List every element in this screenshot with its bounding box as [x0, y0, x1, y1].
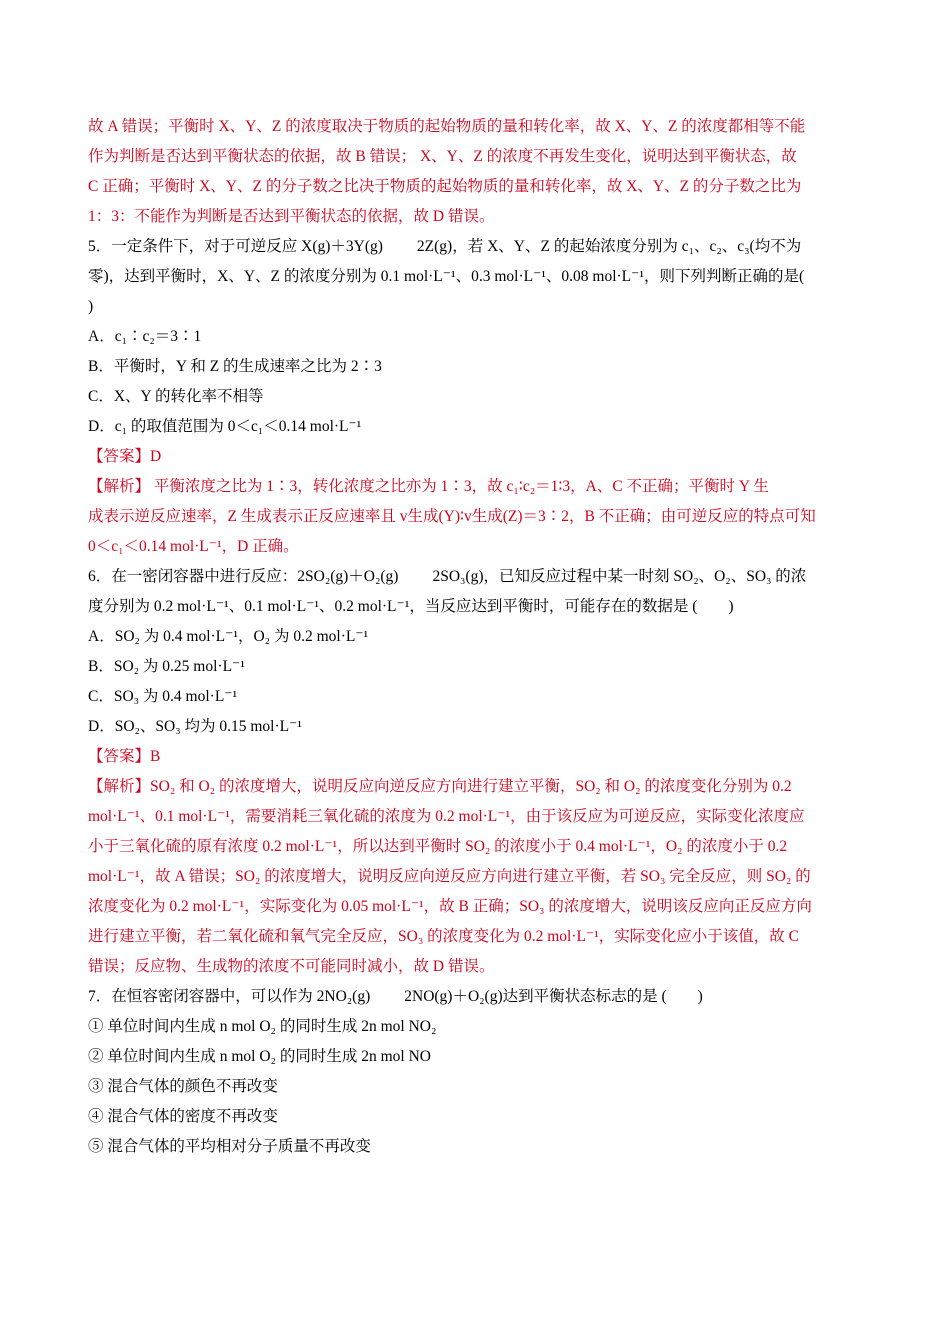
analysis-line: 浓度变化为 0.2 mol·L⁻¹，实际变化为 0.05 mol·L⁻¹，故 B 正确；SO₃ 的浓度增大，说明该反应向正反应方向 [88, 898, 812, 915]
prev-solution-line: 1：3：不能作为判断是否达到平衡状态的依据，故 D 错误。 [88, 208, 495, 225]
answer: 【答案】D [88, 448, 162, 465]
analysis-line: 成表示逆反应速率，Z 生成表示正反应速率且 v生成(Y)∶v生成(Z)＝3∶2，B 不正确；由可逆反应的特点可知 [88, 508, 816, 525]
stem-part: 7．在恒容密闭容器中，可以作为 2NO₂(g) [88, 988, 371, 1005]
document-page [88, 112, 863, 1162]
analysis-line: mol·L⁻¹、0.1 mol·L⁻¹，需要消耗三氧化硫的浓度为 0.2 mol·L⁻¹，由于该反应为可逆反应，实际变化浓度应 [88, 808, 805, 825]
analysis-line: 【解析】SO₂ 和 O₂ 的浓度增大，说明反应向逆反应方向进行建立平衡，SO₂ 和 O₂ 的浓度变化分别为 0.2 [88, 778, 792, 795]
analysis-line: 0＜c₁＜0.14 mol·L⁻¹，D 正确。 [88, 538, 299, 555]
question-stem: 度分别为 0.2 mol·L⁻¹、0.1 mol·L⁻¹、0.2 mol·L⁻¹，当反应达到平衡时，可能存在的数据是 ( ) [88, 598, 734, 615]
statement-item: ③ 混合气体的颜色不再改变 [88, 1078, 278, 1095]
stem-part: 2SO₃(g)，已知反应过程中某一时刻 SO₂、O₂、SO₃ 的浓 [432, 568, 807, 585]
prev-solution-line: 作为判断是否达到平衡状态的依据，故 B 错误； X、Y、Z 的浓度不再发生变化，说明达到平衡状态，故 [88, 148, 797, 165]
analysis-line: 错误；反应物、生成物的浓度不可能同时减小，故 D 错误。 [88, 958, 495, 975]
question-5 [88, 232, 863, 562]
analysis-line: mol·L⁻¹，故 A 错误；SO₂ 的浓度增大，说明反应向逆反应方向进行建立平衡，若 SO₃ 完全反应，则 SO₂ 的 [88, 868, 811, 885]
question-stem [88, 982, 863, 1012]
statement-item: ⑤ 混合气体的平均相对分子质量不再改变 [88, 1138, 371, 1155]
question-6 [88, 562, 863, 982]
prev-solution [88, 112, 863, 232]
option-c: C．SO₃ 为 0.4 mol·L⁻¹ [88, 688, 238, 705]
question-stem [88, 232, 863, 262]
analysis-line: 【解析】 平衡浓度之比为 1∶3，转化浓度之比亦为 1∶3，故 c₁∶c₂＝1∶3，A、C 不正确；平衡时 Y 生 [88, 478, 769, 495]
question-stem [88, 562, 863, 592]
option-c: C．X、Y 的转化率不相等 [88, 388, 264, 405]
stem-part: 2Z(g)，若 X、Y、Z 的起始浓度分别为 c₁、c₂、c₃(均不为 [416, 238, 802, 255]
answer: 【答案】B [88, 748, 161, 765]
analysis-line: 小于三氧化硫的原有浓度 0.2 mol·L⁻¹，所以达到平衡时 SO₂ 的浓度小于 0.4 mol·L⁻¹，O₂ 的浓度小于 0.2 [88, 838, 788, 855]
statement-item: ① 单位时间内生成 n mol O₂ 的同时生成 2n mol NO₂ [88, 1018, 437, 1035]
question-stem: ) [88, 298, 94, 315]
statement-item: ④ 混合气体的密度不再改变 [88, 1108, 278, 1125]
option-b: B．SO₂ 为 0.25 mol·L⁻¹ [88, 658, 245, 675]
stem-part: 6．在一密闭容器中进行反应：2SO₂(g)＋O₂(g) [88, 568, 399, 585]
prev-solution-line: 故 A 错误；平衡时 X、Y、Z 的浓度取决于物质的起始物质的量和转化率，故 X、Y、Z 的浓度都相等不能 [88, 118, 806, 135]
analysis-line: 进行建立平衡，若二氧化硫和氧气完全反应，SO₃ 的浓度变化为 0.2 mol·L⁻¹，实际变化应小于该值，故 C [88, 928, 800, 945]
question-7 [88, 982, 863, 1162]
option-b: B．平衡时，Y 和 Z 的生成速率之比为 2∶3 [88, 358, 382, 375]
option-a: A．SO₂ 为 0.4 mol·L⁻¹，O₂ 为 0.2 mol·L⁻¹ [88, 628, 369, 645]
stem-part: 5．一定条件下，对于可逆反应 X(g)＋3Y(g) [88, 238, 383, 255]
question-stem: 零)，达到平衡时，X、Y、Z 的浓度分别为 0.1 mol·L⁻¹、0.3 mol·L⁻¹、0.08 mol·L⁻¹，则下列判断正确的是( [88, 268, 805, 285]
statement-item: ② 单位时间内生成 n mol O₂ 的同时生成 2n mol NO [88, 1048, 431, 1065]
option-a: A．c₁∶c₂＝3∶1 [88, 328, 202, 345]
prev-solution-line: C 正确；平衡时 X、Y、Z 的分子数之比决于物质的起始物质的量和转化率，故 X、Y、Z 的分子数之比为 [88, 178, 802, 195]
stem-part: 2NO(g)＋O₂(g)达到平衡状态标志的是 ( ) [404, 988, 703, 1005]
option-d: D．c₁ 的取值范围为 0＜c₁＜0.14 mol·L⁻¹ [88, 418, 362, 435]
option-d: D．SO₂、SO₃ 均为 0.15 mol·L⁻¹ [88, 718, 302, 735]
